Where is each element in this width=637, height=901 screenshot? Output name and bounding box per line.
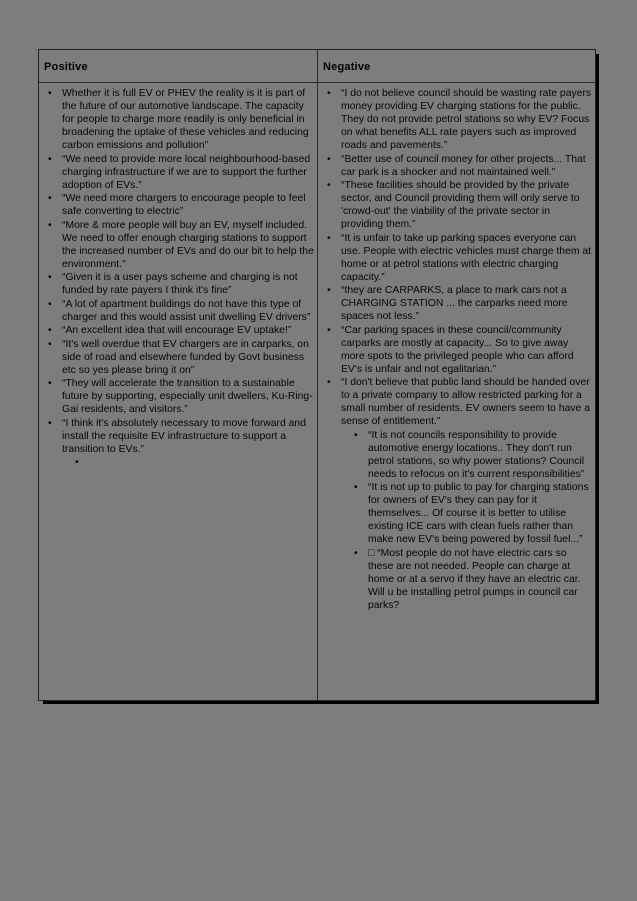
feedback-item [351,547,592,612]
bullet-icon: • [327,232,331,244]
bullet-icon: • [48,219,52,231]
bullet-icon: • [48,325,52,336]
feedback-text: “It is not councils responsibility to provide automotive energy locations.. They don't run petrol stations, so why power stations? Council needs to refocus on it's current responsibilities” [368,429,585,480]
feedback-item [322,87,592,152]
bullet-icon: • [327,88,331,99]
negative-column [317,50,595,700]
feedback-text: Whether it is full EV or PHEV the reality is it is part of the future of our automotive landscape. The capacity for people to charge more readily is only beneficial in broadening the uptake of these vehicles and reducing carbon emissions and pollution” [62,88,309,151]
bullet-icon: • [48,153,52,165]
feedback-text: “It's well overdue that EV chargers are in carparks, on side of road and elsewhere funded by Govt business etc so yes please bring it on” [62,338,309,376]
feedback-text: “I do not believe council should be wasting rate payers money providing EV charging stations for the public. They do not provide petrol stations so why EV? Focus on what benefits ALL rate payers such as improved roads and pavements.” [341,88,592,151]
bullet-icon: • [48,193,52,204]
bullet-icon: • [48,378,52,389]
positive-header: Positive [39,50,317,83]
feedback-item [43,417,314,456]
bullet-icon: • [48,272,52,283]
bullet-icon: • [327,377,331,388]
bullet-icon: • [48,417,52,429]
positive-column [39,50,317,700]
negative-list [318,83,595,700]
feedback-item [322,153,592,179]
feedback-text: “Car parking spaces in these council/community carparks are mostly at capacity... So to give away more spots to the privileged people who can afford EV's is unfair and not egalitarian.” [341,324,574,375]
feedback-text: “We need to provide more local neighbourhood-based charging infrastructure if we are to support the further adoption of EVs.” [62,153,311,191]
feedback-text: “they are CARPARKS, a place to mark cars not a CHARGING STATION ... the carparks need more spaces not less.” [341,285,568,322]
feedback-item [43,324,314,337]
feedback-item [43,377,314,416]
bullet-icon: • [354,482,358,493]
feedback-text: “We need more chargers to encourage people to feel safe converting to electric” [62,193,306,217]
feedback-text: □ “Most people do not have electric cars so these are not needed. People can charge at home or at a servo if they have an electric car. Will u be installing petrol pumps in council car parks? [368,547,581,611]
feedback-item [351,481,592,546]
feedback-text: “I think it's absolutely necessary to move forward and install the requisite EV infrastructure to support a transition to EVs.” [62,417,306,455]
feedback-text: “A lot of apartment buildings do not have this type of charger and this would assist unit dwelling EV drivers” [62,298,311,323]
positive-list [39,83,317,700]
bullet-icon: • [327,324,331,336]
feedback-item [43,87,314,152]
feedback-item [43,271,314,297]
bullet-icon: • [354,547,358,559]
negative-header: Negative [318,50,595,83]
bullet-icon: • [75,457,79,468]
bullet-icon: • [327,285,331,296]
bullet-icon: • [354,429,358,441]
feedback-text: “More & more people will buy an EV, myself included. We need to offer enough charging stations to support the increased number of EVs and do our bit to help the environment.” [62,219,314,270]
feedback-item [322,232,592,284]
feedback-text: “Given it is a user pays scheme and charging is not funded by rate payers I think it's fine” [62,272,298,296]
feedback-text: “They will accelerate the transition to a sustainable future by supporting, especially unit dwellers, Ku-Ring-Gai residents, and visitors.” [62,378,313,415]
feedback-text: “It is unfair to take up parking spaces everyone can use. People with electric vehicles must charge them at home or at petrol stations with electric charging capacity.” [341,232,592,283]
feedback-item [351,429,592,481]
feedback-item [43,153,314,192]
feedback-item [322,179,592,231]
bullet-icon: • [327,180,331,191]
feedback-item [43,219,314,271]
bullet-icon: • [48,88,52,99]
feedback-text: “Better use of council money for other projects... That car park is a shocker and not maintained well.” [341,153,586,178]
feedback-table [38,49,596,701]
feedback-item [43,298,314,324]
feedback-item [43,338,314,377]
bullet-icon: • [327,153,331,165]
feedback-item [322,324,592,376]
bullet-icon: • [48,298,52,310]
feedback-text: “It is not up to public to pay for charging stations for owners of EV's they can pay for it themselves... Of course it is better to utilise existing ICE cars with clean fuels rather than make new EV's being powered by fossil fuel...” [368,482,589,545]
feedback-text: “I don't believe that public land should be handed over to a private company to allow restricted parking for a small number of residents. EV owners seem to have a sense of entitlement.” [341,377,590,427]
feedback-item [322,376,592,428]
feedback-item [43,192,314,218]
feedback-item [322,284,592,323]
feedback-text: “An excellent idea that will encourage EV uptake!” [62,325,292,336]
feedback-text: “These facilities should be provided by the private sector, and Council providing them will only serve to 'crowd-out' the viability of the private sector in providing them.” [341,180,580,230]
bullet-icon: • [48,338,52,350]
